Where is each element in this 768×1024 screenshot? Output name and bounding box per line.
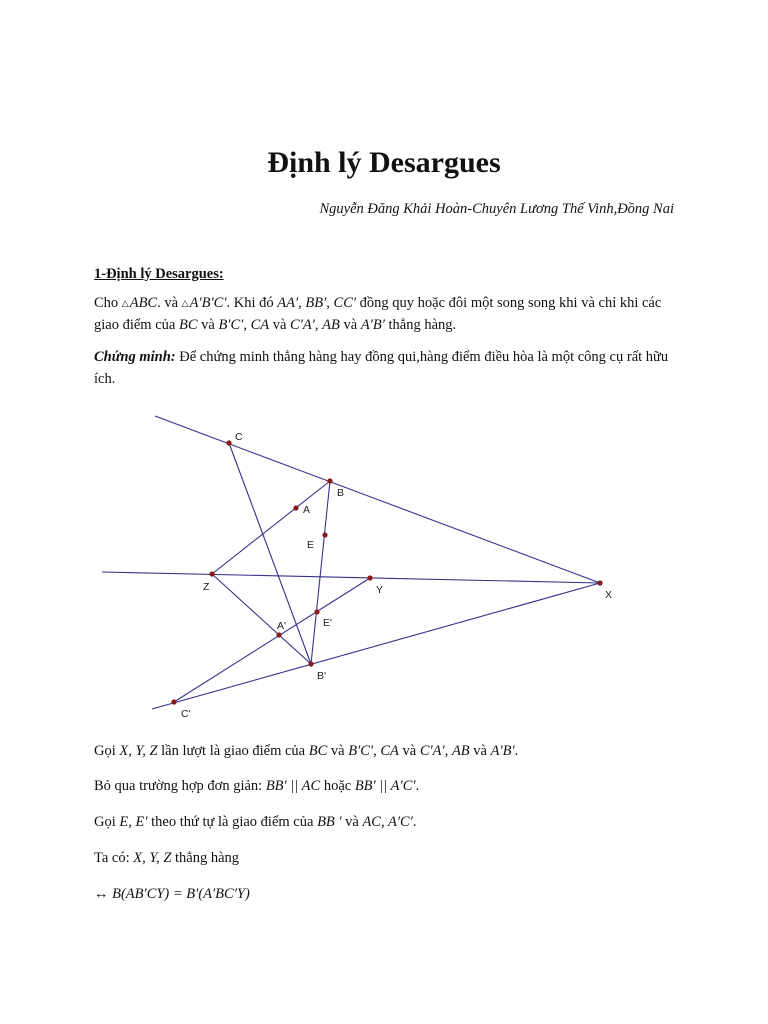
text-va: và <box>473 743 487 759</box>
text-thang-hang: thẳng hàng. <box>388 317 457 333</box>
math-cpap: C′A′ <box>419 743 445 759</box>
label-a1: A' <box>277 620 287 632</box>
math-lines: AA′, BB′, CC′ <box>277 295 357 311</box>
text-hoac: hoặc <box>323 778 352 794</box>
line-cbp <box>229 443 311 664</box>
triangle-apbpcp: A′B′C′ <box>189 295 227 311</box>
label-e: E <box>307 539 315 551</box>
period: . <box>412 814 417 830</box>
math-bpcp: B′C′ <box>218 317 244 333</box>
text-lan-luot: lần lượt là giao điểm của <box>161 743 306 759</box>
math-bpcp: B′C′ <box>348 743 374 759</box>
point-y <box>367 575 372 580</box>
proof-label: Chứng minh: <box>94 349 176 365</box>
line-cx <box>155 416 600 583</box>
text-va: và <box>272 317 287 333</box>
math-bb: BB ' <box>317 814 342 830</box>
label-c: C <box>235 431 243 443</box>
point-a1 <box>276 632 281 637</box>
line-zb <box>212 481 330 574</box>
text-theo-thu-tu: theo thứ tự là giao điểm của <box>151 814 314 830</box>
label-c1: C' <box>181 708 191 720</box>
math-ca: CA <box>380 743 399 759</box>
text-khi-cac: khi các giao điểm của <box>94 295 662 333</box>
paragraph-intersections <box>94 740 674 762</box>
math-xyz: X, Y, Z <box>119 743 158 759</box>
math-bc: BC <box>308 743 328 759</box>
text-va: và <box>402 743 417 759</box>
math-ac-apcp: AC, A′C′ <box>362 814 413 830</box>
triangle-abc: ABC <box>129 295 158 311</box>
line-bbp <box>311 481 333 664</box>
comma: , <box>373 743 377 759</box>
point-c <box>226 440 231 445</box>
math-xyz: X, Y, Z <box>133 850 172 866</box>
point-b <box>327 478 332 483</box>
line-cpx <box>152 583 600 709</box>
math-ab: AB <box>322 317 340 333</box>
desargues-figure <box>0 405 768 725</box>
text-va: và <box>201 317 215 333</box>
author-line: Nguyễn Đăng Khải Hoàn-Chuyên Lương Thế Vinh,Đồng Nai <box>319 201 674 217</box>
label-b: B <box>337 487 345 499</box>
figure-lines <box>102 416 600 709</box>
line-cpy <box>174 578 370 702</box>
figure-points <box>171 440 602 704</box>
math-apbp: A′B′ <box>490 743 515 759</box>
text-ta-co: Ta có: <box>94 850 130 866</box>
text-simple-case: Bỏ qua trường hợp đơn giản: <box>94 778 263 794</box>
point-a <box>293 505 298 510</box>
proof-paragraph <box>94 346 674 390</box>
paragraph-collinear <box>94 847 674 869</box>
comma: , <box>444 743 449 759</box>
triangle-icon: △ <box>121 298 129 308</box>
math-bc: BC <box>178 317 198 333</box>
point-c1 <box>171 699 176 704</box>
equivalence-arrow-icon: ↔ <box>94 886 109 902</box>
label-e1: E' <box>323 617 333 629</box>
page-title: Định lý Desargues <box>267 146 501 179</box>
period: . <box>514 743 519 759</box>
paragraph-points-e <box>94 811 674 833</box>
label-b1: B' <box>317 670 327 682</box>
point-e1 <box>314 609 319 614</box>
label-z: Z <box>203 581 210 593</box>
math-apbp: A′B′ <box>360 317 385 333</box>
text-va: . và <box>157 295 179 311</box>
proof-text: Để chứng minh thẳng hàng hay đồng qui,hàng điểm điều hòa là một công cụ rất hữu ích. <box>94 349 669 387</box>
comma: , <box>314 317 319 333</box>
comma: , <box>243 317 247 333</box>
theorem-statement <box>94 292 674 336</box>
text-goi: Gọi <box>94 814 116 830</box>
label-x: X <box>605 589 613 601</box>
point-b1 <box>308 661 313 666</box>
math-bb-parallel-apcp: BB′ || A′C′ <box>354 778 416 794</box>
math-ab: AB <box>451 743 470 759</box>
math-cpap: C′A′ <box>290 317 315 333</box>
point-z <box>209 571 214 576</box>
math-bb-parallel-ac: BB′ || AC <box>265 778 321 794</box>
text-va: và <box>343 317 358 333</box>
math-ca: CA <box>250 317 270 333</box>
text-khi-do: . Khi đó <box>226 295 274 311</box>
line-zx <box>102 572 600 583</box>
point-e <box>322 532 327 537</box>
text-thang-hang: thẳng hàng <box>175 850 240 866</box>
text-va: và <box>330 743 345 759</box>
text-dong-quy: đồng quy hoặc đôi một song song khi và chỉ <box>359 295 617 311</box>
period: . <box>415 778 420 794</box>
math-cross-ratio: B(AB′CY) = B′(A′BC′Y) <box>112 886 250 902</box>
paragraph-simple-case <box>94 775 674 797</box>
math-e-ep: E, E′ <box>119 814 148 830</box>
paragraph-equivalence <box>94 883 674 905</box>
triangle-icon: △ <box>181 298 189 308</box>
label-a: A <box>303 504 311 516</box>
label-y: Y <box>376 584 384 596</box>
line-zbp <box>212 574 311 664</box>
text-goi: Gọi <box>94 743 116 759</box>
text-cho: Cho <box>94 295 119 311</box>
point-x <box>597 580 602 585</box>
text-va: và <box>345 814 359 830</box>
section-heading: 1-Định lý Desargues: <box>94 266 224 282</box>
